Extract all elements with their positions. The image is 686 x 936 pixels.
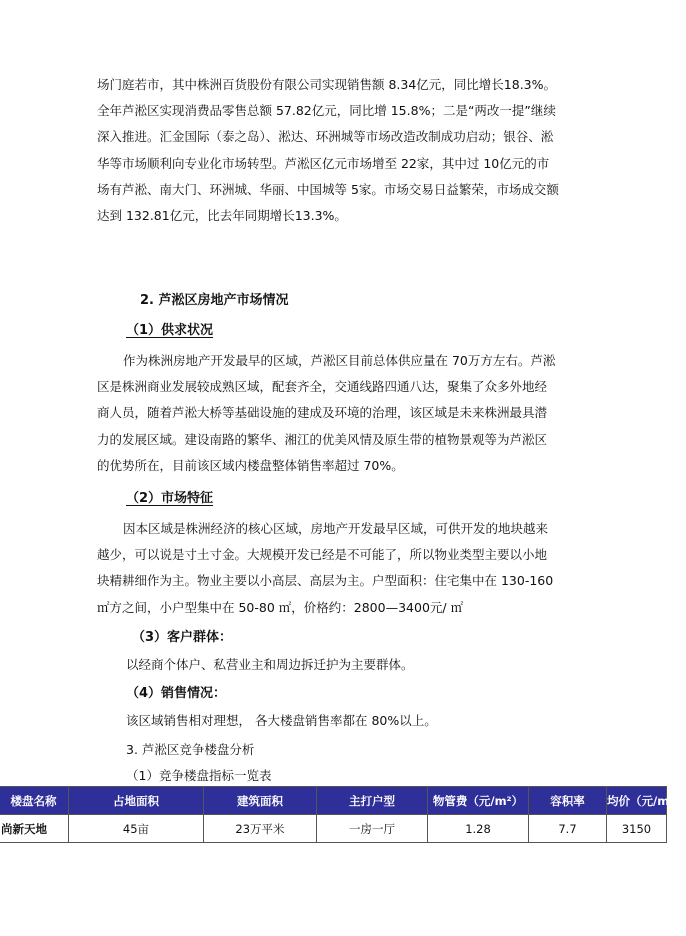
paragraph-customer-groups: 以经商个体户、私营业主和周边拆迁护为主要群体。 — [126, 657, 414, 672]
column-header: 主打户型 — [317, 787, 428, 815]
section-heading-competition: 3. 芦淞区竞争楼盘分析 — [126, 742, 255, 757]
column-header: 均价（元/m²） — [607, 787, 667, 815]
column-header: 容积率 — [529, 787, 607, 815]
subheading-customer-groups: （3）客户群体： — [132, 630, 233, 645]
paragraph-sales-status: 该区域销售相对理想， 各大楼盘销售率都在 80%以上。 — [126, 713, 437, 728]
competing-projects-table — [0, 786, 686, 843]
column-header: 物管费（元/m²） — [428, 787, 529, 815]
table-cell: 23万平米 — [204, 815, 317, 843]
table-cell: 45亩 — [69, 815, 204, 843]
section-heading-real-estate: 2. 芦淞区房地产市场情况 — [140, 293, 289, 308]
column-header: 建筑面积 — [204, 787, 317, 815]
table-cell: 尚新天地 — [0, 815, 69, 843]
subheading-sales-status: （4）销售情况： — [126, 686, 227, 701]
paragraph-supply-demand: 作为株洲房地产开发最早的区域，芦淞区目前总体供应量在 70万方左右。芦淞区是株洲商业发展较成熟区域，配套齐全，交通线路四通八达，聚集了众多外地经商人员，随着芦淞大桥等基础设施的建成及环境的治理，该区域是未来株洲最具潜力的发展区域。建设南路的繁华、湘江的优美风情及原生带的植物景观等为芦淞区的优势所在，目前该区域内楼盘整体销售率超过 70%。 — [97, 353, 556, 473]
subheading-supply-demand: （1）供求状况 — [126, 323, 214, 338]
table-caption: （1）竞争楼盘指标一览表 — [126, 768, 272, 783]
table-cell: 7.7 — [529, 815, 607, 843]
table-header-row — [0, 787, 667, 815]
table-cell: 1.28 — [428, 815, 529, 843]
column-header: 占地面积 — [69, 787, 204, 815]
column-header: 楼盘名称 — [0, 787, 69, 815]
table-cell: 3150 — [607, 815, 667, 843]
paragraph-retail-market: 场门庭若市，其中株洲百货股份有限公司实现销售额 8.34亿元，同比增长18.3%。全年芦淞区实现消费品零售总额 57.82亿元，同比增 15.8%；二是“两改一提”继续深入推进。汇金国际（泰之岛）、淞达、环洲城等市场改造改制成功启动；银谷、淞华等市场顺利向专业化市场转型。芦淞区亿元市场增至 22家，其中过 10亿元的市场有芦淞、南大门、环洲城、华丽、中国城等 5家。市场交易日益繁荣，市场成交额达到 132.81亿元，比去年同期增长13.3%。 — [97, 77, 559, 224]
table-row — [0, 815, 667, 843]
subheading-market-features: （2）市场特征 — [126, 491, 214, 506]
paragraph-market-features: 因本区域是株洲经济的核心区域，房地产开发最早区域，可供开发的地块越来越少，可以说是寸土寸金。大规模开发已经是不可能了，所以物业类型主要以小地块精耕细作为主。物业主要以小高层、高层为主。户型面积：住宅集中在 130-160 ㎡方之间，小户型集中在 50-80 ㎡，价格约：2800—3400元/ ㎡ — [97, 521, 554, 615]
table-cell: 一房一厅 — [317, 815, 428, 843]
